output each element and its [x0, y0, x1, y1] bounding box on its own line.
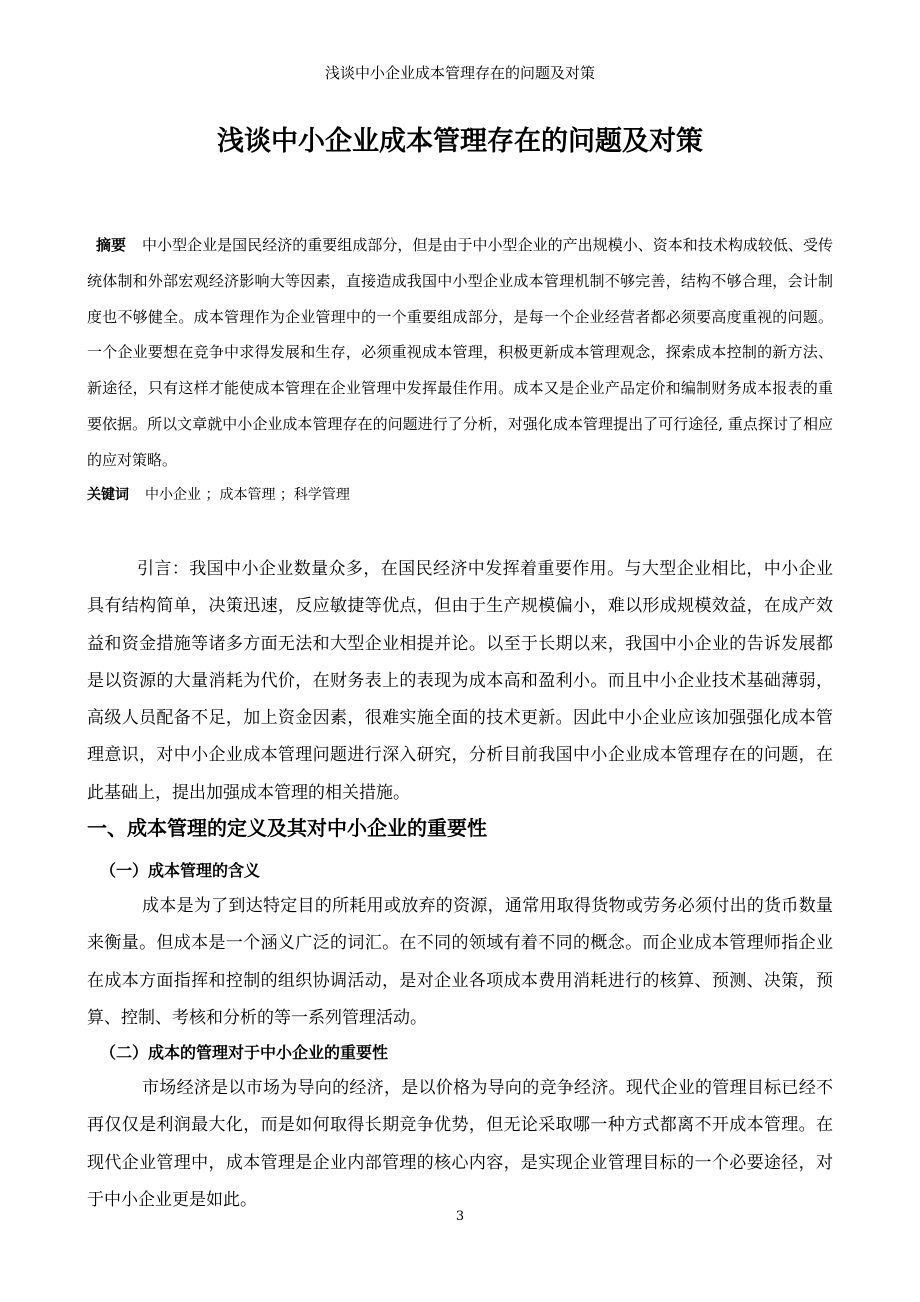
keywords-text: 中小企业 ；成本管理 ；科学管理 [145, 487, 350, 503]
keywords-line [87, 483, 833, 507]
subsection-2-paragraph: 市场经济是以市场为导向的经济，是以价格为导向的竞争经济。现代企业的管理目标已经不再仅仅是利润最大化，而是如何取得长期竞争优势，但无论采取哪一种方式都离不开成本管理。在现代企业管理中，成本管理是企业内部管理的核心内容，是实现企业管理目标的一个必要途径，对于中小企业更是如此。 [87, 1078, 833, 1210]
abstract-paragraph [87, 228, 833, 479]
keywords-label: 关键词 [87, 487, 129, 503]
document-title: 浅谈中小企业成本管理存在的问题及对策 [217, 126, 703, 157]
running-header: 浅谈中小企业成本管理存在的问题及对策 [324, 64, 595, 82]
section-1-heading: 一、成本管理的定义及其对中小企业的重要性 [87, 816, 487, 840]
abstract-text: 中小型企业是国民经济的重要组成部分，但是由于中小型企业的产出规模小、资本和技术构成较低、受传统体制和外部宏观经济影响大等因素，直接造成我国中小型企业成本管理机制不够完善，结构不够合理，会计制度也不够健全。成本管理作为企业管理中的一个重要组成部分，是每一个企业经营者都必须要高度重视的问题。一个企业要想在竞争中求得发展和生存，必须重视成本管理，积极更新成本管理观念，探索成本控制的新方法、新途径，只有这样才能使成本管理在企业管理中发挥最佳作用。成本又是企业产品定价和编制财务成本报表的重要依据。所以文章就中小企业成本管理存在的问题进行了分析，对强化成本管理提出了可行途径, 重点探讨了相应的应对策略。 [87, 236, 833, 469]
subsection-1-paragraph: 成本是为了到达特定目的所耗用或放弃的资源，通常用取得货物或劳务必须付出的货币数量来衡量。但成本是一个涵义广泛的词汇。在不同的领域有着不同的概念。而企业成本管理师指企业在成本方面指挥和控制的组织协调活动，是对企业各项成本费用消耗进行的核算、预测、决策，预算、控制、考核和分析的等一系列管理活动。 [87, 896, 833, 1028]
intro-paragraph: 引言：我国中小企业数量众多，在国民经济中发挥着重要作用。与大型企业相比，中小企业具有结构简单，决策迅速，反应敏捷等优点，但由于生产规模偏小，难以形成规模效益，在成产效益和资金措施等诸多方面无法和大型企业相提并论。以至于长期以来，我国中小企业的告诉发展都是以资源的大量消耗为代价，在财务表上的表现为成本高和盈利小。而且中小企业技术基础薄弱，高级人员配备不足，加上资金因素，很难实施全面的技术更新。因此中小企业应该加强强化成本管理意识，对中小企业成本管理问题进行深入研究，分析目前我国中小企业成本管理存在的问题，在此基础上，提出加强成本管理的相关措施。 [87, 559, 833, 803]
subsection-1-heading: （一）成本管理的含义 [100, 861, 261, 880]
abstract-label: 摘要 [96, 236, 127, 254]
page-number: 3 [455, 1209, 465, 1224]
subsection-2-heading: （二）成本的管理对于中小企业的重要性 [100, 1043, 389, 1062]
